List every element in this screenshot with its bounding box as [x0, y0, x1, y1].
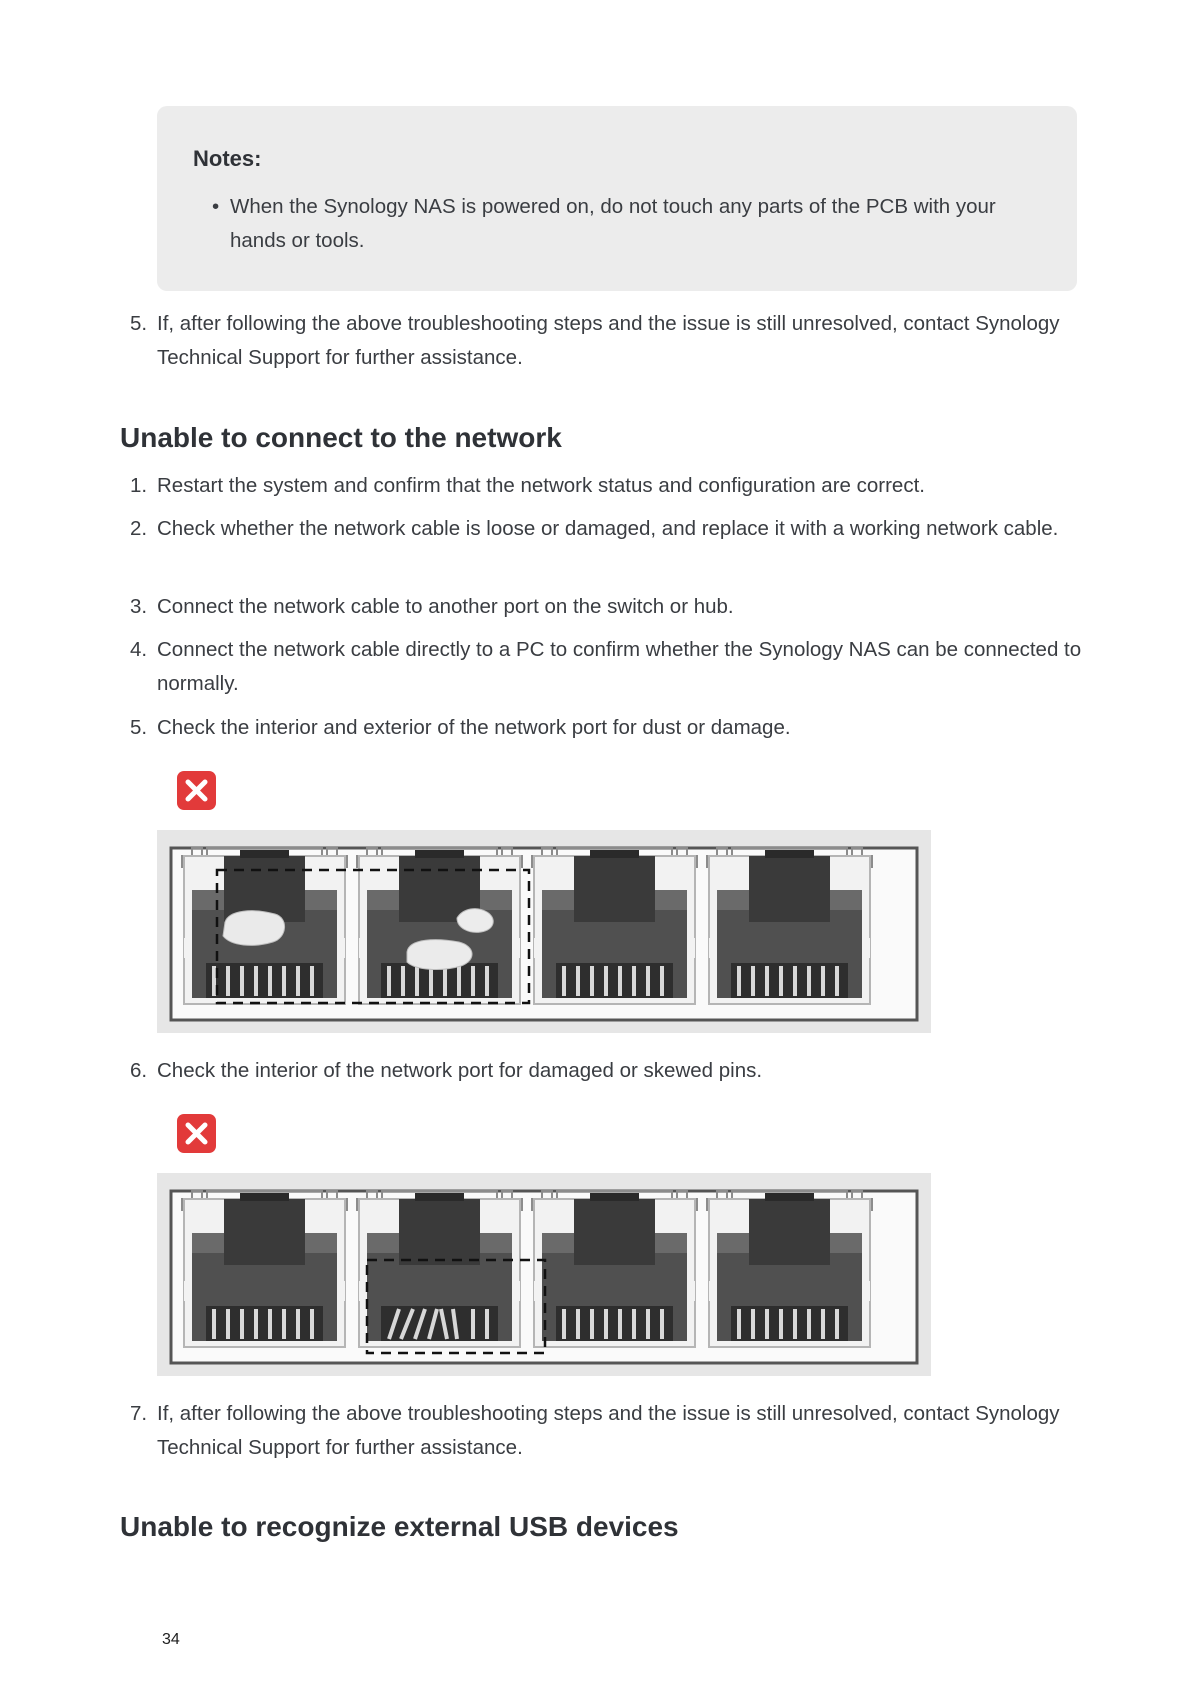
step-text: Check the interior and exterior of the network port for dust or damage.	[157, 716, 791, 739]
step-text: Check whether the network cable is loose or damaged, and replace it with a working network cable.	[157, 517, 1059, 540]
notes-title: Notes:	[193, 146, 262, 171]
error-x-icon	[177, 1114, 216, 1153]
step-text: If, after following the above troubleshooting steps and the issue is still unresolved, contact Synology Technical Support for further assistance.	[157, 312, 1060, 369]
notes-item-text: When the Synology NAS is powered on, do not touch any parts of the PCB with your hands or tools.	[230, 195, 996, 252]
step-number: 4.	[130, 638, 148, 661]
error-x-icon	[177, 771, 216, 810]
step-text: Connect the network cable to another port on the switch or hub.	[157, 595, 734, 618]
network-section-heading: Unable to connect to the network	[120, 422, 562, 453]
step-number: 2.	[130, 517, 148, 540]
network-ports-skewed-pins-illustration	[157, 1173, 931, 1376]
step-text: Connect the network cable directly to a PC to confirm whether the Synology NAS can be connected to normally.	[157, 638, 1082, 695]
step-text: Check the interior of the network port for damaged or skewed pins.	[157, 1059, 763, 1082]
bullet-marker: •	[212, 195, 220, 218]
step-number: 1.	[130, 474, 148, 497]
step-number: 6.	[130, 1059, 148, 1082]
step-number: 7.	[130, 1402, 148, 1425]
usb-section-heading: Unable to recognize external USB devices	[120, 1511, 679, 1542]
step-number: 5.	[130, 312, 148, 335]
step-number: 5.	[130, 716, 148, 739]
step-number: 3.	[130, 595, 148, 618]
step-text: Restart the system and confirm that the network status and configuration are correct.	[157, 474, 925, 497]
network-ports-dust-illustration	[157, 830, 931, 1033]
page-number: 34	[162, 1631, 180, 1648]
step-text: If, after following the above troubleshooting steps and the issue is still unresolved, contact Synology Technical Support for further assistance.	[157, 1402, 1060, 1459]
